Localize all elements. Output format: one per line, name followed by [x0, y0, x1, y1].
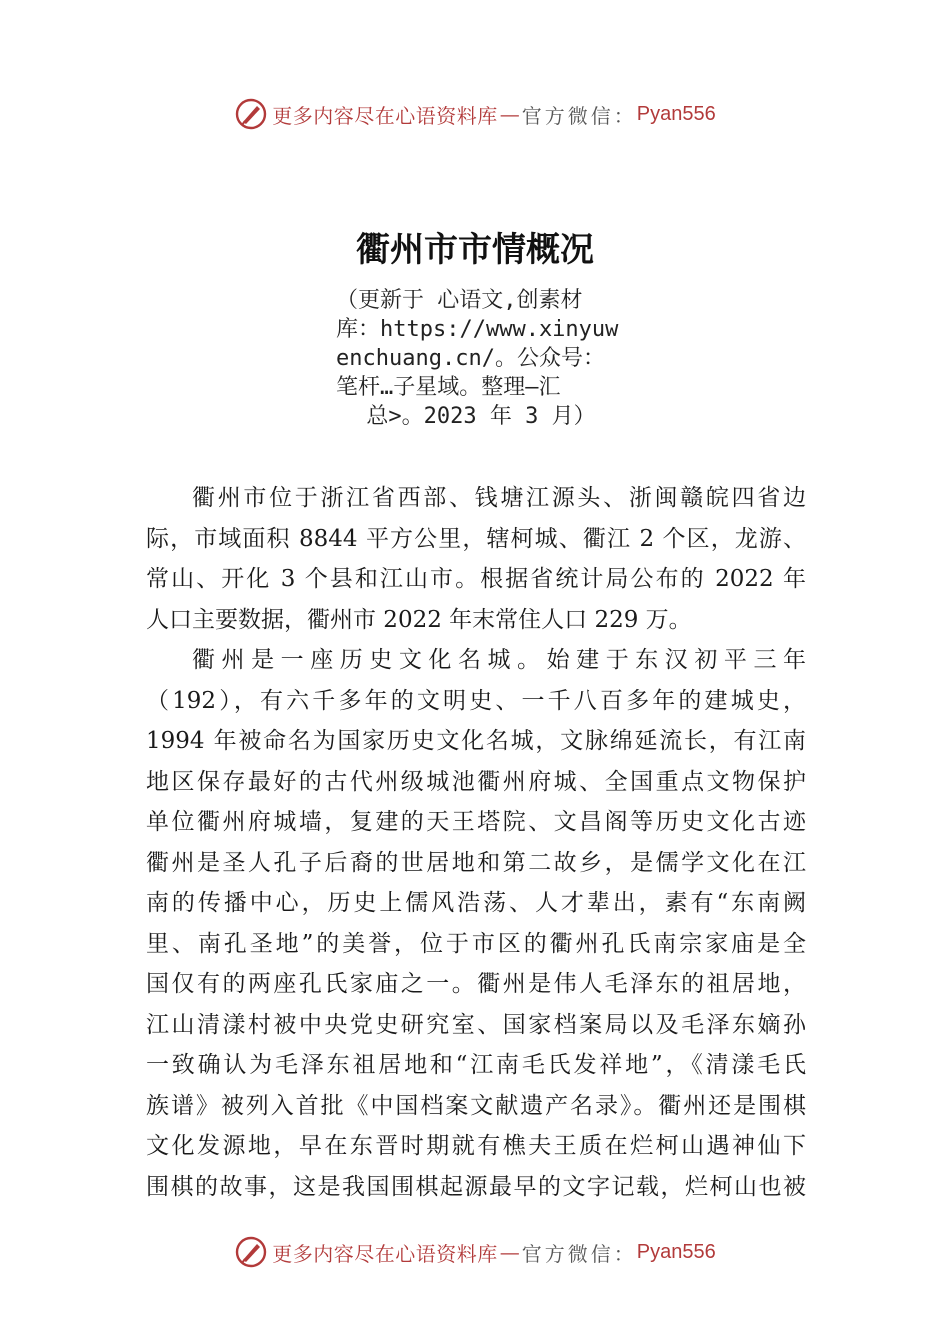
text-line: 1994 年被命名为国家历史文化名城，文脉绵延流长，有江南 — [146, 728, 806, 754]
banner-wechat-label: 官方微信： — [521, 1241, 637, 1266]
text-line: 单位衢州府城墙，复建的天王塔院、文昌阁等历史文化古迹 — [146, 809, 806, 835]
text-line: 围棋的故事，这是我国围棋起源最早的文字记载，烂柯山也被 — [146, 1173, 806, 1200]
subtitle-line: 库：https://www.xinyuw — [336, 317, 619, 342]
text-line: 南的传播中心，历史上儒风浩荡、人才辈出，素有“东南阙 — [146, 890, 806, 916]
subtitle-line: enchuang.cn/。公众号： — [336, 346, 605, 371]
subtitle-line: （更新于 心语文,创素材 — [336, 288, 583, 313]
banner-separator: — — [499, 1240, 520, 1264]
text-line: 一致确认为毛泽东祖居地和“江南毛氏发祥地”，《清漾毛氏 — [146, 1052, 806, 1078]
text-line: 衢州市位于浙江省西部、钱塘江源头、浙闽赣皖四省边 — [192, 485, 806, 511]
header-banner — [0, 94, 950, 134]
text-line: 衢州是一座历史文化名城。始建于东汉初平三年 — [192, 647, 806, 673]
text-line: （192），有六千多年的文明史、一千八百多年的建城史， — [146, 687, 806, 714]
subtitle-block — [336, 286, 626, 431]
banner-brand: 更多内容尽在心语资料库 — [272, 103, 498, 128]
banner-brand: 更多内容尽在心语资料库 — [272, 1241, 498, 1266]
quill-pen-logo-icon — [234, 1235, 268, 1269]
text-line: 衢州是圣人孔子后裔的世居地和第二故乡，是儒学文化在江 — [146, 849, 806, 876]
banner-separator: — — [499, 102, 520, 126]
page-title: 衢州市市情概况 — [356, 230, 594, 270]
quill-pen-logo-icon — [234, 97, 268, 131]
paragraph-1 — [146, 478, 806, 640]
text-line: 里、南孔圣地”的美誉，位于市区的衢州孔氏南宗家庙是全 — [146, 930, 806, 957]
text-line: 国仅有的两座孔氏家庙之一。衢州是伟人毛泽东的祖居地， — [146, 971, 806, 997]
paragraph-2 — [146, 640, 806, 1207]
banner-wechat-label: 官方微信： — [521, 103, 637, 128]
footer-banner — [0, 1232, 950, 1272]
text-line: 族谱》被列入首批《中国档案文献遗产名录》。衢州还是围棋 — [146, 1092, 806, 1119]
subtitle-line: 总>。2023 年 3 月） — [366, 404, 596, 429]
text-line: 文化发源地，早在东晋时期就有樵夫王质在烂柯山遇神仙下 — [146, 1133, 806, 1159]
text-line: 际，市域面积 8844 平方公里，辖柯城、衢江 2 个区，龙游、 — [146, 525, 806, 552]
subtitle-line: 笔杆…子星域。整理—汇 — [336, 375, 561, 400]
document-body — [146, 478, 806, 1207]
banner-wechat-id: Pyan556 — [636, 1240, 716, 1263]
text-line: 地区保存最好的古代州级城池衢州府城、全国重点文物保护 — [146, 768, 806, 795]
banner-wechat-id: Pyan556 — [636, 102, 716, 125]
text-line: 常山、开化 3 个县和江山市。根据省统计局公布的 2022 年 — [146, 566, 806, 592]
text-line: 人口主要数据，衢州市 2022 年末常住人口 229 万。 — [146, 606, 692, 633]
text-line: 江山清漾村被中央党史研究室、国家档案局以及毛泽东嫡孙 — [146, 1011, 806, 1038]
